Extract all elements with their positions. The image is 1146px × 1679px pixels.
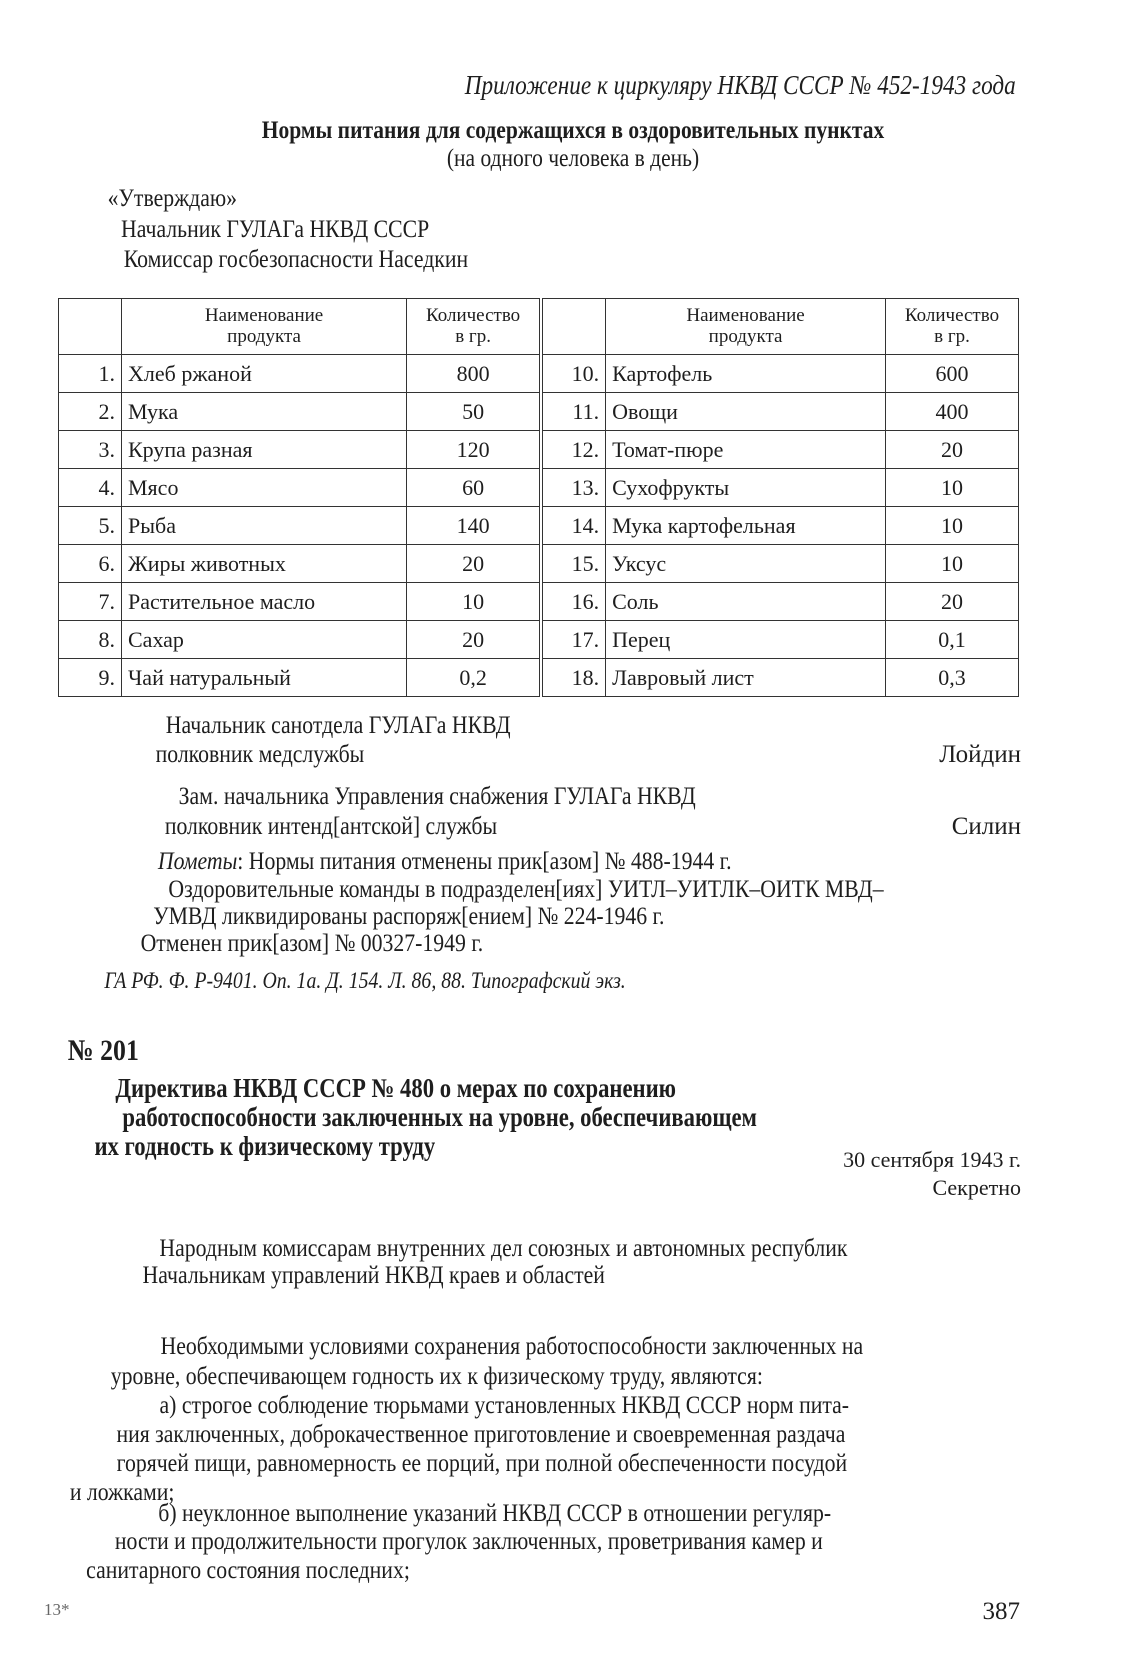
body-line: уровне, обеспечивающем годность их к физическому труду, являются: — [110, 1363, 763, 1390]
body-line: ности и продолжительности прогулок заключенных, проветривания камер и — [114, 1528, 823, 1555]
item-number: 15. — [541, 545, 606, 583]
product-name: Мука картофельная — [606, 507, 886, 545]
product-name: Соль — [606, 583, 886, 621]
document-title-line-2: работоспособности заключенных на уровне, обеспечивающем — [122, 1102, 757, 1132]
product-name: Хлеб ржаной — [122, 355, 407, 393]
header-num-right — [541, 299, 606, 355]
table-row — [59, 659, 1019, 697]
table-row — [59, 583, 1019, 621]
signature-mark: 13* — [44, 1600, 70, 1619]
quantity-grams: 50 — [407, 393, 542, 431]
product-name: Мясо — [122, 469, 407, 507]
quantity-grams: 20 — [407, 621, 542, 659]
addressee-1: Народным комиссарам внутренних дел союзных и автономных республик — [159, 1235, 848, 1262]
table-row — [59, 469, 1019, 507]
item-number: 13. — [541, 469, 606, 507]
table-row — [59, 431, 1019, 469]
table-title: Нормы питания для содержащихся в оздоровительных пунктах — [261, 117, 885, 144]
signature-2-position: Зам. начальника Управления снабжения ГУЛАГа НКВД — [178, 783, 696, 810]
quantity-grams: 20 — [407, 545, 542, 583]
page-number: 387 — [982, 1598, 1020, 1625]
table-row — [59, 621, 1019, 659]
quantity-grams: 120 — [407, 431, 542, 469]
product-name: Жиры животных — [122, 545, 407, 583]
product-name: Чай натуральный — [122, 659, 407, 697]
item-number: 5. — [59, 507, 122, 545]
quantity-grams: 10 — [886, 545, 1019, 583]
table-row — [59, 355, 1019, 393]
body-line: а) строгое соблюдение тюрьмами установленных НКВД СССР норм пита- — [159, 1392, 850, 1419]
notes-line-4: Отменен прик[азом] № 00327-1949 г. — [140, 930, 484, 957]
table-subtitle: (на одного человека в день) — [446, 145, 700, 172]
appendix-header: Приложение к циркуляру НКВД СССР № 452-1943 года — [464, 70, 1016, 100]
quantity-grams: 20 — [886, 431, 1019, 469]
notes-line-2: Оздоровительные команды в подразделен[иях] УИТЛ–УИТЛК–ОИТК МВД– — [168, 876, 884, 903]
notes-line-3: УМВД ликвидированы распоряж[ением] № 224-1946 г. — [153, 903, 665, 930]
quantity-grams: 140 — [407, 507, 542, 545]
quantity-grams: 0,1 — [886, 621, 1019, 659]
archive-reference: ГА РФ. Ф. Р-9401. Оп. 1а. Д. 154. Л. 86, 88. Типографский экз. — [104, 968, 626, 993]
item-number: 9. — [59, 659, 122, 697]
body-line: санитарного состояния последних; — [86, 1557, 410, 1584]
document-title-line-3: их годность к физическому труду — [94, 1131, 436, 1161]
product-name: Мука — [122, 393, 407, 431]
item-number: 17. — [541, 621, 606, 659]
table-row — [59, 507, 1019, 545]
approval-position: Начальник ГУЛАГа НКВД СССР — [121, 216, 430, 243]
body-line: Необходимыми условиями сохранения работоспособности заключенных на — [160, 1333, 864, 1360]
product-name: Крупа разная — [122, 431, 407, 469]
item-number: 8. — [59, 621, 122, 659]
signature-2-rank: полковник интенд[антской] службы — [164, 813, 498, 840]
body-line: горячей пищи, равномерность ее порций, при полной обеспеченности посудой — [116, 1450, 848, 1477]
header-qty-right: Количество в гр. — [886, 299, 1019, 355]
signature-1-name: Лойдин — [939, 741, 1021, 768]
document-date: 30 сентября 1943 г. — [843, 1147, 1021, 1172]
item-number: 6. — [59, 545, 122, 583]
item-number: 7. — [59, 583, 122, 621]
document-title-line-1: Директива НКВД СССР № 480 о мерах по сохранению — [115, 1073, 677, 1103]
quantity-grams: 0,3 — [886, 659, 1019, 697]
product-name: Томат-пюре — [606, 431, 886, 469]
quantity-grams: 400 — [886, 393, 1019, 431]
table-header-row — [59, 299, 1019, 355]
table-row — [59, 545, 1019, 583]
notes-label: Пометы — [157, 848, 238, 875]
signature-1-position: Начальник санотдела ГУЛАГа НКВД — [165, 712, 511, 739]
product-name: Рыба — [122, 507, 407, 545]
header-num-left — [59, 299, 122, 355]
quantity-grams: 600 — [886, 355, 1019, 393]
quantity-grams: 800 — [407, 355, 542, 393]
product-name: Картофель — [606, 355, 886, 393]
product-name: Уксус — [606, 545, 886, 583]
product-name: Сухофрукты — [606, 469, 886, 507]
document-number: № 201 — [67, 1034, 139, 1067]
quantity-grams: 10 — [886, 507, 1019, 545]
quantity-grams: 20 — [886, 583, 1019, 621]
notes-line-1: Пометы: Нормы питания отменены прик[азом] № 488-1944 г. — [157, 848, 732, 875]
approval-signatory: Комиссар госбезопасности Наседкин — [123, 246, 469, 273]
product-name: Лавровый лист — [606, 659, 886, 697]
quantity-grams: 10 — [886, 469, 1019, 507]
item-number: 18. — [541, 659, 606, 697]
signature-1-rank: полковник медслужбы — [155, 741, 365, 768]
food-norms-table — [58, 298, 1019, 697]
body-line: и ложками; — [69, 1479, 175, 1506]
item-number: 4. — [59, 469, 122, 507]
item-number: 2. — [59, 393, 122, 431]
item-number: 11. — [541, 393, 606, 431]
item-number: 14. — [541, 507, 606, 545]
addressee-2: Начальникам управлений НКВД краев и областей — [142, 1262, 605, 1289]
item-number: 3. — [59, 431, 122, 469]
header-name-right: Наименование продукта — [606, 299, 886, 355]
item-number: 1. — [59, 355, 122, 393]
body-line: ния заключенных, доброкачественное приготовление и своевременная раздача — [116, 1421, 846, 1448]
product-name: Сахар — [122, 621, 407, 659]
quantity-grams: 10 — [407, 583, 542, 621]
header-qty-left: Количество в гр. — [407, 299, 542, 355]
product-name: Овощи — [606, 393, 886, 431]
header-name-left: Наименование продукта — [122, 299, 407, 355]
signature-2-name: Силин — [951, 813, 1021, 840]
item-number: 12. — [541, 431, 606, 469]
table-row — [59, 393, 1019, 431]
item-number: 10. — [541, 355, 606, 393]
quantity-grams: 0,2 — [407, 659, 542, 697]
item-number: 16. — [541, 583, 606, 621]
classification-label: Секретно — [932, 1175, 1021, 1200]
product-name: Растительное масло — [122, 583, 407, 621]
body-line: б) неуклонное выполнение указаний НКВД СССР в отношении регуляр- — [158, 1500, 832, 1527]
approval-stamp: «Утверждаю» — [107, 185, 237, 212]
quantity-grams: 60 — [407, 469, 542, 507]
product-name: Перец — [606, 621, 886, 659]
